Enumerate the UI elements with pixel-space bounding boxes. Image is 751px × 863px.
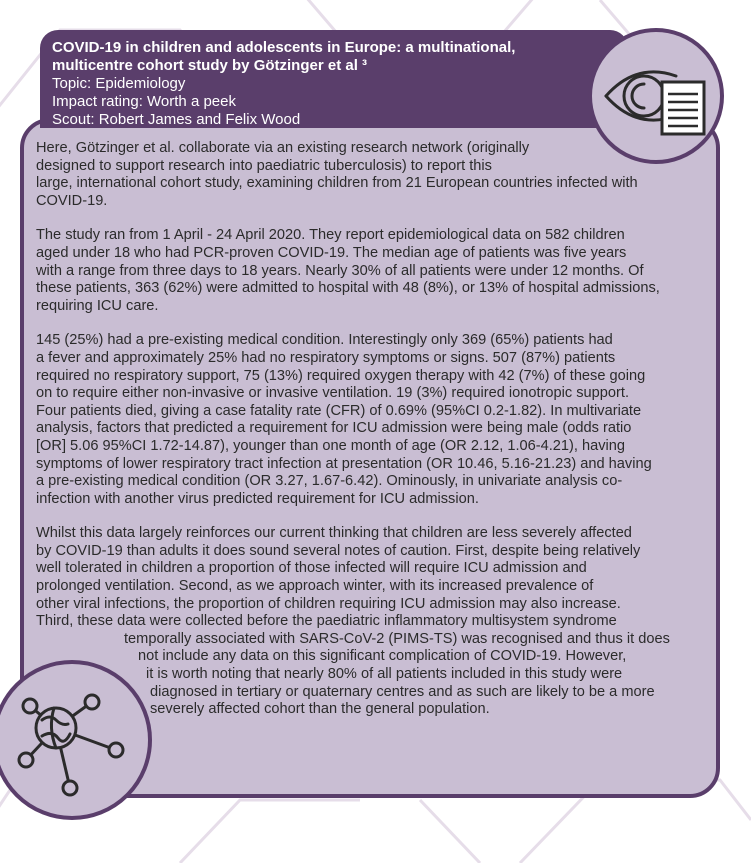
body-line: temporally associated with SARS-CoV-2 (PIMS-TS) was recognised and thus it does [124,630,670,647]
body-line: not include any data on this significant complication of COVID-19. However, [138,648,627,665]
body-line: a fever and approximately 25% had no respiratory symptoms or signs. 507 (87%) patients [36,349,616,366]
body-line: analysis, factors that predicted a requirement for ICU admission were being male (odds ratio [36,420,632,437]
body-line: these patients, 363 (62%) were admitted to hospital with 48 (8%), or 13% of hospital admissions, [36,280,660,297]
body-line: requiring ICU care. [36,297,159,314]
body-line: well tolerated in children a proportion of those infected will require ICU admission and [36,560,587,577]
body-paragraph-3 [36,332,708,508]
body-paragraph-1 [36,140,708,210]
article-topic: Topic: Epidemiology [52,75,186,92]
body-line: prolonged ventilation. Second, as we approach winter, with its increased prevalence of [36,578,594,595]
body-line: large, international cohort study, examining children from 21 European countries infected with [36,175,638,192]
body-line: 145 (25%) had a pre-existing medical condition. Interestingly only 369 (65%) patients had [36,332,613,349]
body-line: aged under 18 who had PCR-proven COVID-19. The median age of patients was five years [36,244,627,261]
body-line: Here, Götzinger et al. collaborate via an existing research network (originally [36,140,530,156]
body-line: other viral infections, the proportion of children requiring ICU admission may also increase. [36,595,621,612]
body-line: a pre-existing medical condition (OR 3.27, 1.67-6.42). Ominously, in univariate analysis co- [36,473,623,490]
body-line: infection with another virus predicted requirement for ICU admission. [36,490,479,507]
body-line: on to require either non-invasive or invasive ventilation. 19 (3%) required ionotropic support. [36,385,629,402]
body-line: COVID-19. [36,192,108,209]
article-impact-rating: Impact rating: Worth a peek [52,93,236,110]
article-title-line: COVID-19 in children and adolescents in Europe: a multinational, [52,39,516,56]
body-line: required no respiratory support, 75 (13%) required oxygen therapy with 42 (7%) of these going [36,367,646,384]
body-line: by COVID-19 than adults it does sound several notes of caution. First, despite being relatively [36,542,641,559]
body-line: Whilst this data largely reinforces our current thinking that children are less severely affected [36,525,632,542]
article-header [40,30,628,128]
body-line: diagnosed in tertiary or quaternary centres and as such are likely to be a more [150,683,655,700]
body-line: severely affected cohort than the general population. [150,701,490,718]
body-line: it is worth noting that nearly 80% of all patients included in this study were [146,666,623,683]
article-title-line: multicentre cohort study by Götzinger et al ³ [52,57,368,74]
body-line: Four patients died, giving a case fatality rate (CFR) of 0.69% (95%CI 0.2-1.82). In multivariate [36,402,642,419]
body-line: Third, these data were collected before the paediatric inflammatory multisystem syndrome [36,613,617,630]
article-body [36,140,708,736]
body-paragraph-4 [36,525,708,719]
body-line: designed to support research into paediatric tuberculosis) to report this [36,157,492,174]
body-line: with a range from three days to 18 years. Nearly 30% of all patients were under 12 months. Of [36,262,644,279]
article-title [52,39,628,75]
article-scout: Scout: Robert James and Felix Wood [52,111,301,128]
body-line: symptoms of lower respiratory tract infection at presentation (OR 10.46, 5.16-21.23) and having [36,455,652,472]
body-paragraph-2 [36,227,708,315]
body-line: [OR] 5.06 95%CI 1.72-14.87), younger than one month of age (OR 2.12, 1.06-4.21), having [36,437,625,454]
body-line: The study ran from 1 April - 24 April 2020. They report epidemiological data on 582 children [36,227,625,244]
